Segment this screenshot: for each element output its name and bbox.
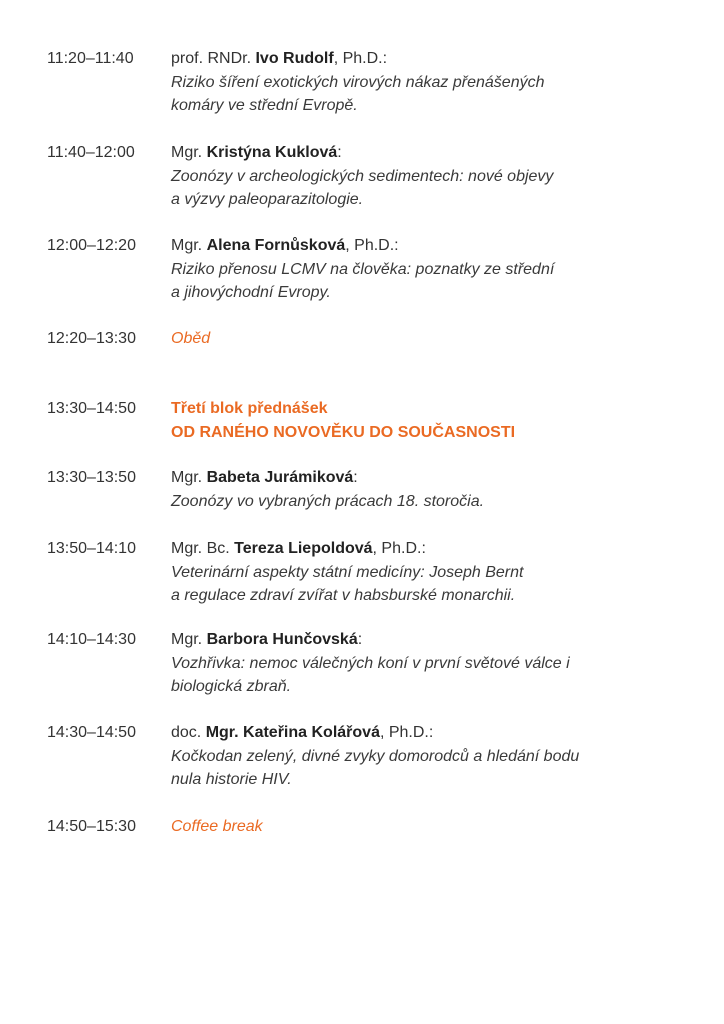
speaker-suffix: : (357, 631, 363, 648)
speaker-suffix: , Ph.D.: (372, 540, 426, 557)
entry-content (171, 397, 691, 444)
speaker-name: Ivo Rudolf (255, 50, 334, 67)
talk-title-line: Riziko přenosu LCMV na člověka: poznatky ze střední (171, 260, 555, 278)
talk-title-line: Vozhřivka: nemoc válečných koní v první světové válce i (171, 654, 570, 672)
entry-content (171, 628, 691, 699)
entry-content (171, 721, 691, 792)
entry-time: 11:40–12:00 (47, 144, 135, 161)
speaker-name: Tereza Liepoldová (234, 540, 373, 557)
speaker-suffix: , Ph.D.: (379, 724, 434, 741)
speaker-suffix: , Ph.D.: (333, 50, 388, 67)
break-label: Oběd (171, 330, 211, 347)
entry-time: 13:50–14:10 (47, 540, 136, 557)
entry-time: 14:10–14:30 (47, 631, 136, 648)
entry-content (171, 537, 691, 608)
entry-time: 14:50–15:30 (47, 818, 136, 835)
talk-title-line: Zoonózy v archeologických sedimentech: nové objevy (171, 167, 554, 185)
entry-time: 13:30–13:50 (47, 469, 136, 486)
entry-time: 14:30–14:50 (47, 724, 136, 741)
entry-content (171, 234, 691, 305)
speaker-prefix: Mgr. (171, 237, 207, 254)
talk-title-line: Zoonózy vo vybraných prácach 18. storočia. (171, 492, 485, 510)
speaker-prefix: Mgr. Bc. (171, 540, 235, 557)
talk-title-line: a výzvy paleoparazitologie. (171, 191, 364, 208)
entry-time: 12:20–13:30 (47, 330, 136, 347)
talk-title-line: Kočkodan zelený, divné zvyky domorodců a hledání bodu (171, 747, 580, 765)
talk-title-line: komáry ve střední Evropě. (171, 97, 358, 114)
speaker-prefix: prof. RNDr. (171, 50, 256, 67)
speaker-name: Barbora Hunčovská (206, 631, 358, 648)
entry-content (171, 327, 691, 351)
talk-title-line: Veterinární aspekty státní medicíny: Joseph Bernt (171, 563, 524, 581)
speaker-name: Mgr. Kateřina Kolářová (205, 724, 380, 741)
speaker-line (171, 466, 691, 490)
entry-content (171, 466, 691, 513)
talk-title-line: Riziko šíření exotických virových nákaz přenášených (171, 73, 545, 91)
talk-title-line: biologická zbraň. (171, 678, 292, 695)
talk-title (171, 745, 691, 792)
talk-title-line: a regulace zdraví zvířat v habsburské monarchii. (171, 587, 516, 604)
talk-title (171, 561, 691, 608)
talk-title (171, 652, 691, 699)
speaker-line (171, 234, 691, 258)
block-title (171, 397, 691, 444)
entry-time: 13:30–14:50 (47, 400, 136, 417)
speaker-suffix: : (337, 144, 342, 161)
speaker-name: Kristýna Kuklová (206, 144, 338, 161)
talk-title (171, 258, 691, 305)
speaker-name: Alena Fornůsková (206, 237, 346, 254)
speaker-suffix: : (353, 469, 358, 486)
speaker-suffix: , Ph.D.: (345, 237, 399, 254)
speaker-prefix: Mgr. (171, 144, 207, 161)
speaker-name: Babeta Jurámiková (206, 469, 354, 486)
entry-time: 11:20–11:40 (47, 50, 134, 67)
speaker-line (171, 141, 691, 165)
speaker-prefix: doc. (171, 724, 206, 741)
entry-content (171, 47, 691, 118)
speaker-prefix: Mgr. (171, 631, 207, 648)
entry-content (171, 815, 691, 839)
block-title-line: OD RANÉHO NOVOVĚKU DO SOUČASNOSTI (171, 423, 516, 441)
speaker-line (171, 47, 691, 71)
break-label: Coffee break (171, 818, 263, 835)
entry-content (171, 141, 691, 212)
talk-title-line: nula historie HIV. (171, 771, 292, 788)
talk-title (171, 490, 691, 514)
entry-time: 12:00–12:20 (47, 237, 136, 254)
speaker-line (171, 628, 691, 652)
talk-title-line: a jihovýchodní Evropy. (171, 284, 331, 301)
talk-title (171, 71, 691, 118)
speaker-line (171, 721, 691, 745)
speaker-prefix: Mgr. (171, 469, 207, 486)
talk-title (171, 165, 691, 212)
speaker-line (171, 537, 691, 561)
block-title-line: Třetí blok přednášek (171, 400, 328, 417)
